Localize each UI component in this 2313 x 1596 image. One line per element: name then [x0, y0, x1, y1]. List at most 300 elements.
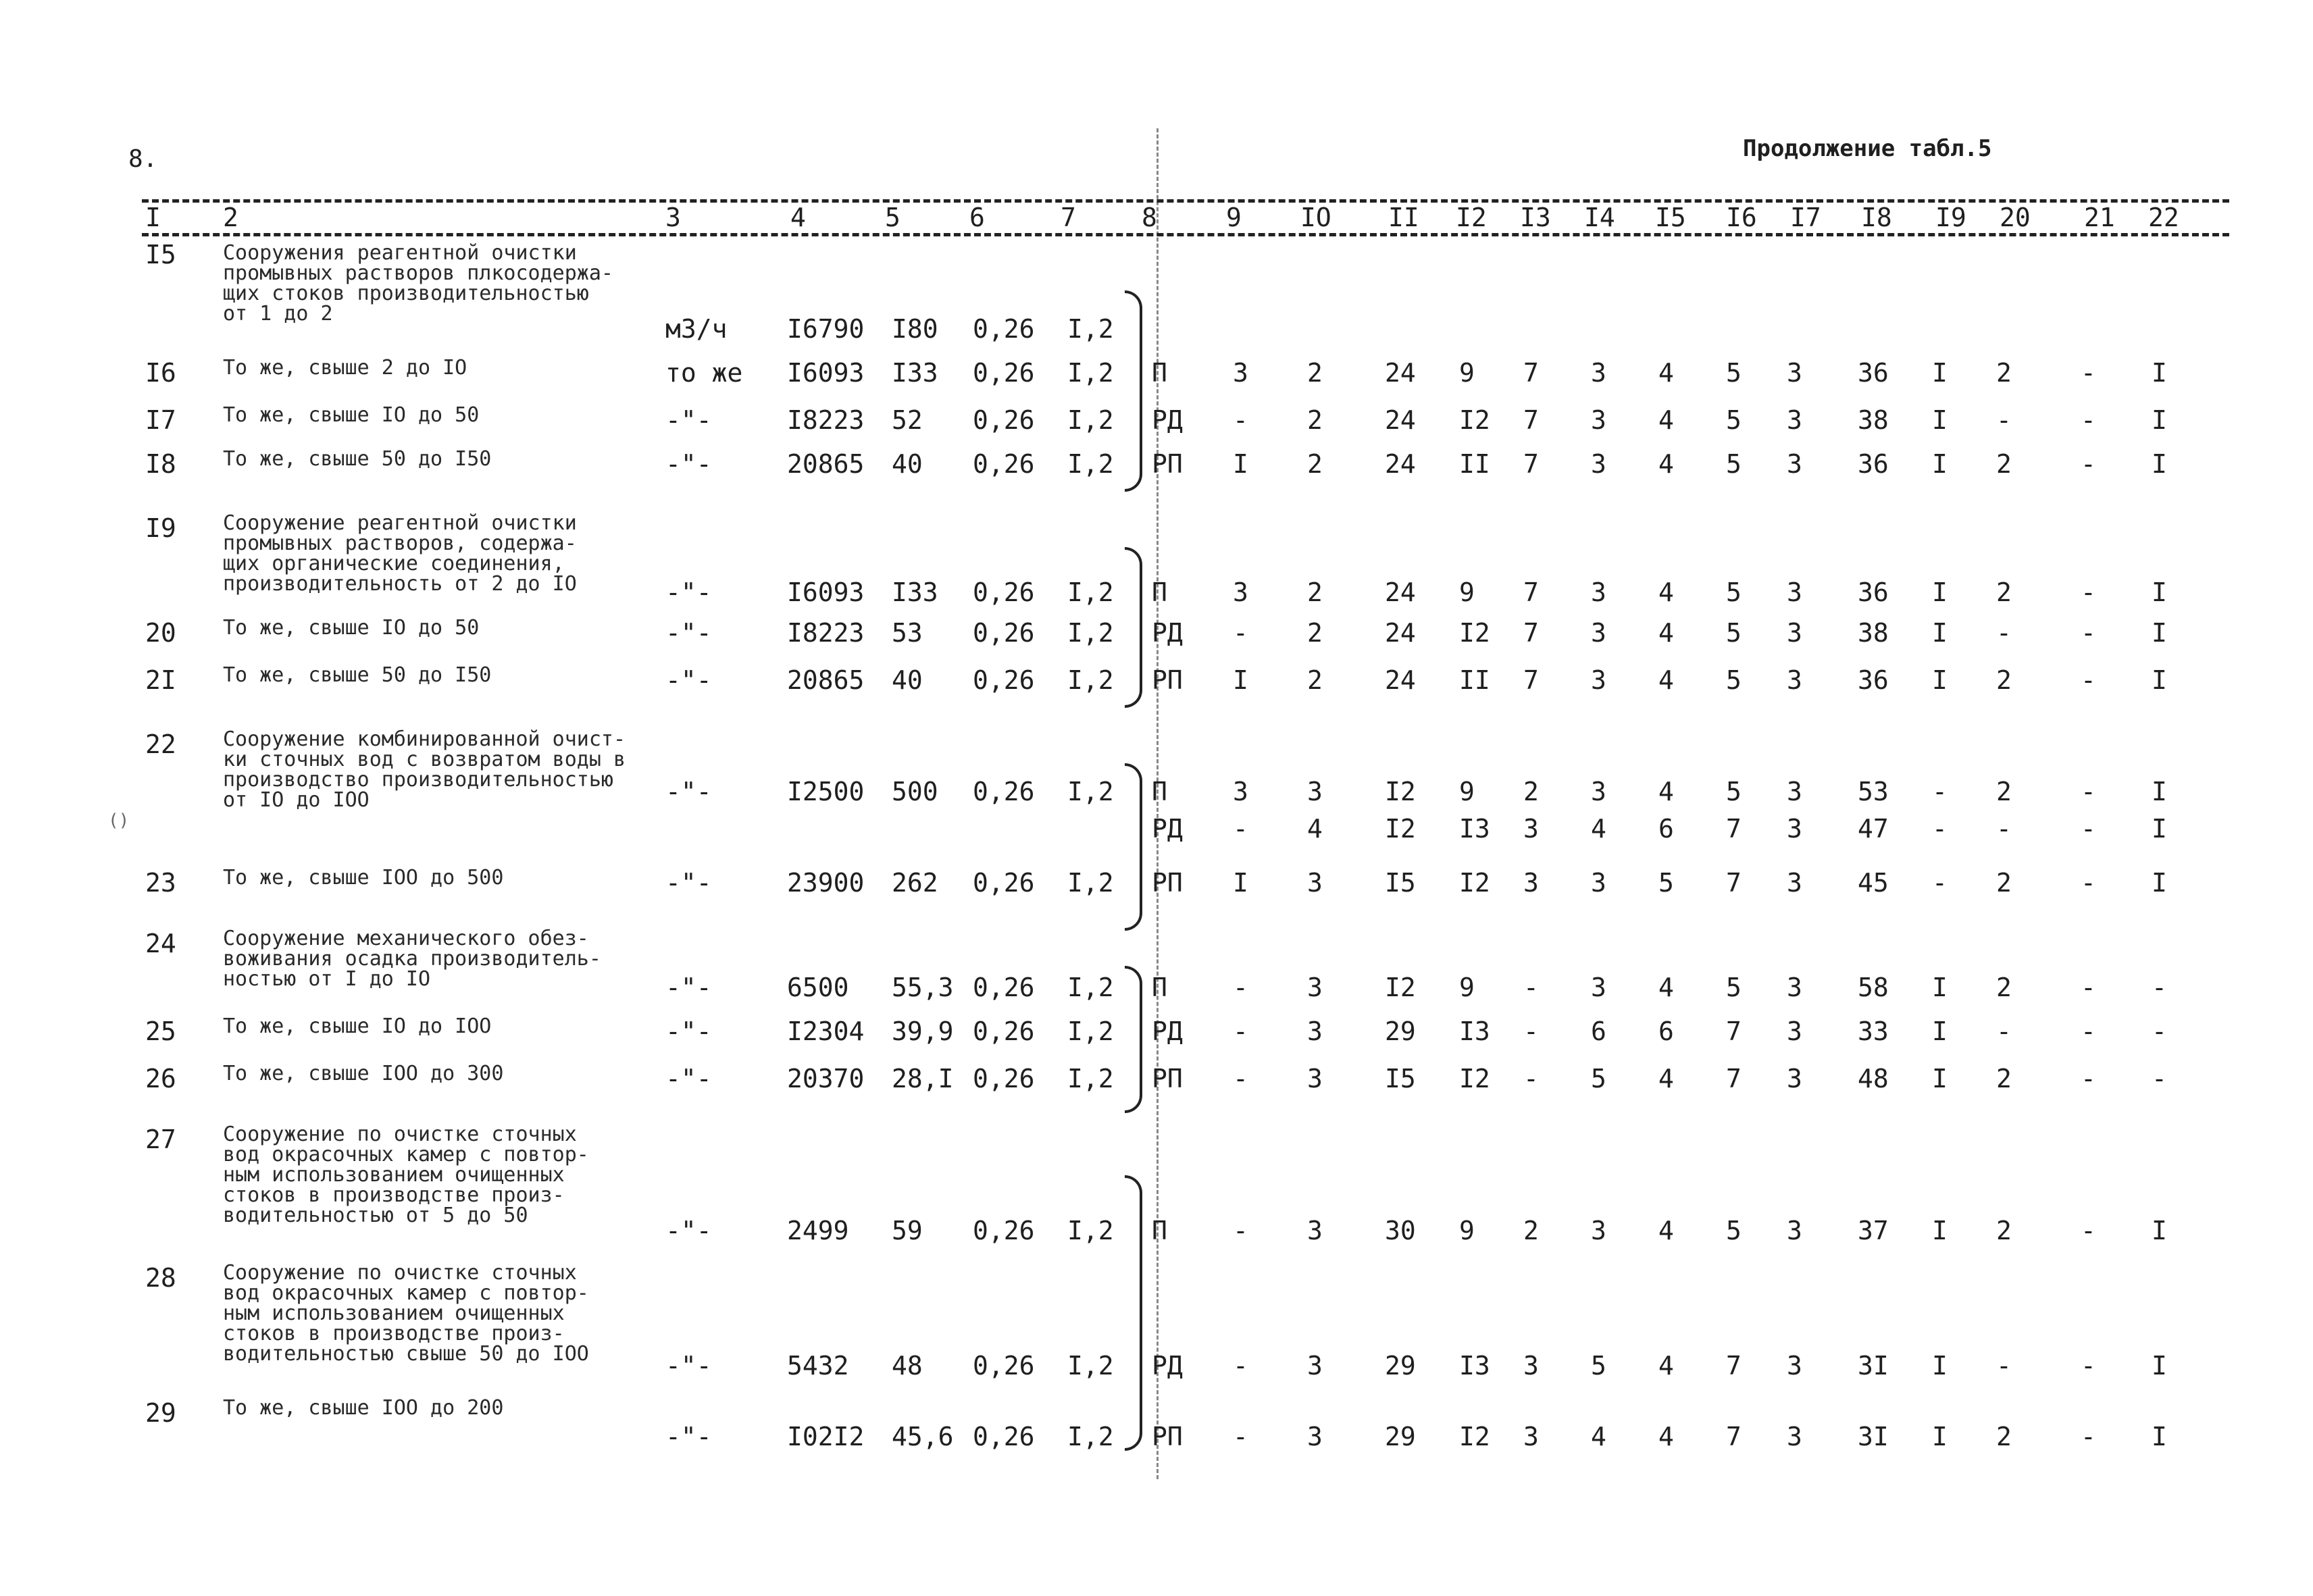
row-description: Сооружение реагентной очистки промывных растворов, содержа- щих органические соединения, производительность от 2 до IO — [223, 511, 577, 596]
cell-c20: 2 — [1996, 577, 2012, 607]
brace-3 — [1125, 763, 1142, 931]
cell-c10: 2 — [1307, 618, 1323, 648]
cell-c11: I2 — [1385, 973, 1416, 1002]
cell-c7: I,2 — [1067, 405, 1114, 435]
header-col-16: I6 — [1726, 203, 1757, 232]
brace-2 — [1125, 547, 1142, 708]
cell-c18: 48 — [1858, 1064, 1889, 1093]
cell-c12: I2 — [1459, 1064, 1490, 1093]
cell-c7: I,2 — [1067, 868, 1114, 898]
cell-c16: 7 — [1726, 814, 1742, 844]
cell-c11: I5 — [1385, 1064, 1416, 1093]
cell-c22: I — [2152, 814, 2167, 844]
cell-c18: 37 — [1858, 1216, 1889, 1245]
cell-c4: 5432 — [787, 1351, 849, 1381]
cell-c11: I2 — [1385, 777, 1416, 806]
cell-c12: 9 — [1459, 1216, 1475, 1245]
row-unit: -"- — [665, 973, 712, 1002]
cell-c7: I,2 — [1067, 358, 1114, 388]
cell-c6: 0,26 — [973, 1064, 1035, 1093]
cell-c15: 4 — [1658, 1216, 1674, 1245]
header-col-13: I3 — [1520, 203, 1551, 232]
cell-c9: I — [1233, 449, 1248, 479]
cell-c19: - — [1932, 814, 1948, 844]
cell-c21: - — [2081, 358, 2096, 388]
row-number: 23 — [145, 868, 176, 898]
cell-c9: - — [1233, 973, 1248, 1002]
cell-c18: 58 — [1858, 973, 1889, 1002]
cell-c20: 2 — [1996, 973, 2012, 1002]
cell-c11: 29 — [1385, 1016, 1416, 1046]
cell-c4: 20370 — [787, 1064, 865, 1093]
cell-c6: 0,26 — [973, 973, 1035, 1002]
cell-c4: I02I2 — [787, 1422, 865, 1451]
cell-c9: 3 — [1233, 777, 1248, 806]
cell-c16: 7 — [1726, 1016, 1742, 1046]
cell-c6: 0,26 — [973, 577, 1035, 607]
cell-c9: - — [1233, 405, 1248, 435]
cell-c4: I8223 — [787, 405, 865, 435]
cell-c10: 2 — [1307, 665, 1323, 695]
cell-c12: 9 — [1459, 777, 1475, 806]
cell-c5: 45,6 — [892, 1422, 954, 1451]
cell-c7: I,2 — [1067, 665, 1114, 695]
cell-c4: 2499 — [787, 1216, 849, 1245]
cell-c19: I — [1932, 577, 1948, 607]
header-col-11: II — [1388, 203, 1419, 232]
cell-c14: 3 — [1591, 358, 1606, 388]
cell-c17: 3 — [1787, 868, 1802, 898]
cell-c17: 3 — [1787, 577, 1802, 607]
row-description: То же, свыше IOO до 500 — [223, 866, 504, 890]
header-col-14: I4 — [1584, 203, 1615, 232]
cell-c9: - — [1233, 618, 1248, 648]
cell-c16: 7 — [1726, 1422, 1742, 1451]
cell-c18: 36 — [1858, 358, 1889, 388]
cell-c22: I — [2152, 358, 2167, 388]
row-number: 28 — [145, 1263, 176, 1293]
cell-c5: 55,3 — [892, 973, 954, 1002]
cell-c10: 3 — [1307, 1216, 1323, 1245]
cell-c20: - — [1996, 1351, 2012, 1381]
row-number: 20 — [145, 618, 176, 648]
margin-note: () — [108, 810, 130, 831]
cell-c19: I — [1932, 665, 1948, 695]
cell-c6: 0,26 — [973, 868, 1035, 898]
cell-c16: 5 — [1726, 973, 1742, 1002]
cell-c17: 3 — [1787, 618, 1802, 648]
cell-c11: 29 — [1385, 1351, 1416, 1381]
header-col-2: 2 — [223, 203, 238, 232]
cell-c16: 5 — [1726, 405, 1742, 435]
brace-1 — [1125, 290, 1142, 492]
cell-c10: 3 — [1307, 1064, 1323, 1093]
row-description: То же, свыше IO до 50 — [223, 616, 480, 640]
cell-c20: - — [1996, 814, 2012, 844]
cell-c11: I5 — [1385, 868, 1416, 898]
cell-c5: 59 — [892, 1216, 923, 1245]
cell-c5: 52 — [892, 405, 923, 435]
row-description: То же, свыше 50 до I50 — [223, 663, 492, 687]
cell-c12: 9 — [1459, 358, 1475, 388]
brace-5 — [1125, 1175, 1142, 1451]
cell-c7: I,2 — [1067, 618, 1114, 648]
row-unit: -"- — [665, 1216, 712, 1245]
cell-c5: I80 — [892, 314, 938, 344]
cell-c15: 4 — [1658, 665, 1674, 695]
cell-c15: 5 — [1658, 868, 1674, 898]
cell-c11: 24 — [1385, 665, 1416, 695]
cell-c21: - — [2081, 449, 2096, 479]
cell-c9: - — [1233, 1422, 1248, 1451]
row-number: 22 — [145, 729, 176, 759]
cell-c15: 4 — [1658, 618, 1674, 648]
cell-c21: - — [2081, 1351, 2096, 1381]
cell-c18: 47 — [1858, 814, 1889, 844]
cell-c22: I — [2152, 665, 2167, 695]
cell-c13: 3 — [1523, 1351, 1539, 1381]
header-col-20: 20 — [2000, 203, 2031, 232]
header-col-18: I8 — [1861, 203, 1892, 232]
cell-c14: 3 — [1591, 1216, 1606, 1245]
row-description: Сооружение комбинированной очист- ки сточных вод с возвратом воды в производство производительностью от IO до IOO — [223, 727, 626, 812]
cell-c8: РП — [1152, 1422, 1183, 1451]
cell-c20: 2 — [1996, 1422, 2012, 1451]
cell-c14: 3 — [1591, 665, 1606, 695]
cell-c13: 3 — [1523, 814, 1539, 844]
cell-c8: РД — [1152, 618, 1183, 648]
cell-c13: 2 — [1523, 1216, 1539, 1245]
cell-c13: 7 — [1523, 449, 1539, 479]
cell-c10: 2 — [1307, 449, 1323, 479]
row-number: I8 — [145, 449, 176, 479]
header-line-top — [142, 199, 2229, 203]
cell-c13: - — [1523, 1064, 1539, 1093]
cell-c9: 3 — [1233, 577, 1248, 607]
cell-c8: П — [1152, 1216, 1167, 1245]
row-unit: м3/ч — [665, 314, 728, 344]
cell-c18: 38 — [1858, 405, 1889, 435]
cell-c19: I — [1932, 973, 1948, 1002]
cell-c7: I,2 — [1067, 1064, 1114, 1093]
cell-c17: 3 — [1787, 973, 1802, 1002]
cell-c21: - — [2081, 777, 2096, 806]
cell-c12: I2 — [1459, 1422, 1490, 1451]
cell-c11: 24 — [1385, 405, 1416, 435]
cell-c10: 2 — [1307, 577, 1323, 607]
cell-c20: 2 — [1996, 868, 2012, 898]
cell-c10: 3 — [1307, 1422, 1323, 1451]
cell-c7: I,2 — [1067, 973, 1114, 1002]
cell-c18: 38 — [1858, 618, 1889, 648]
cell-c7: I,2 — [1067, 777, 1114, 806]
cell-c17: 3 — [1787, 405, 1802, 435]
cell-c20: - — [1996, 618, 2012, 648]
cell-c11: 24 — [1385, 358, 1416, 388]
row-number: 25 — [145, 1016, 176, 1046]
header-line-bottom — [142, 233, 2229, 236]
cell-c19: - — [1932, 777, 1948, 806]
cell-c6: 0,26 — [973, 618, 1035, 648]
cell-c8: П — [1152, 577, 1167, 607]
row-unit: -"- — [665, 665, 712, 695]
cell-c10: 2 — [1307, 405, 1323, 435]
cell-c17: 3 — [1787, 814, 1802, 844]
cell-c8: П — [1152, 358, 1167, 388]
cell-c19: I — [1932, 1064, 1948, 1093]
cell-c17: 3 — [1787, 1351, 1802, 1381]
cell-c5: 28,I — [892, 1064, 954, 1093]
cell-c21: - — [2081, 1422, 2096, 1451]
cell-c9: - — [1233, 814, 1248, 844]
cell-c16: 5 — [1726, 577, 1742, 607]
row-unit: -"- — [665, 1016, 712, 1046]
cell-c15: 6 — [1658, 1016, 1674, 1046]
cell-c15: 4 — [1658, 1422, 1674, 1451]
cell-c21: - — [2081, 1216, 2096, 1245]
cell-c8: РД — [1152, 1351, 1183, 1381]
cell-c19: I — [1932, 1016, 1948, 1046]
cell-c20: - — [1996, 405, 2012, 435]
cell-c13: 7 — [1523, 665, 1539, 695]
header-col-8: 8 — [1142, 203, 1157, 232]
cell-c14: 5 — [1591, 1064, 1606, 1093]
cell-c15: 4 — [1658, 405, 1674, 435]
cell-c13: 7 — [1523, 358, 1539, 388]
header-col-9: 9 — [1226, 203, 1242, 232]
cell-c16: 5 — [1726, 449, 1742, 479]
cell-c8: РП — [1152, 449, 1183, 479]
cell-c16: 5 — [1726, 358, 1742, 388]
row-unit: -"- — [665, 1064, 712, 1093]
cell-c14: 4 — [1591, 1422, 1606, 1451]
cell-c22: I — [2152, 405, 2167, 435]
cell-c13: 2 — [1523, 777, 1539, 806]
cell-c15: 4 — [1658, 449, 1674, 479]
cell-c7: I,2 — [1067, 1351, 1114, 1381]
cell-c18: 45 — [1858, 868, 1889, 898]
cell-c5: 262 — [892, 868, 938, 898]
cell-c14: 4 — [1591, 814, 1606, 844]
cell-c11: I2 — [1385, 814, 1416, 844]
cell-c7: I,2 — [1067, 1016, 1114, 1046]
cell-c14: 3 — [1591, 973, 1606, 1002]
cell-c16: 7 — [1726, 1351, 1742, 1381]
cell-c17: 3 — [1787, 1064, 1802, 1093]
cell-c10: 4 — [1307, 814, 1323, 844]
cell-c12: II — [1459, 665, 1490, 695]
cell-c9: I — [1233, 665, 1248, 695]
cell-c6: 0,26 — [973, 777, 1035, 806]
cell-c5: 40 — [892, 665, 923, 695]
cell-c21: - — [2081, 1064, 2096, 1093]
row-description: Сооружение по очистке сточных вод окрасочных камер с повтор- ным использованием очищенных стоков в производстве произ- водительностью от 5 до 50 — [223, 1123, 589, 1227]
cell-c4: 23900 — [787, 868, 865, 898]
cell-c8: РП — [1152, 868, 1183, 898]
cell-c21: - — [2081, 405, 2096, 435]
header-col-12: I2 — [1456, 203, 1487, 232]
cell-c21: - — [2081, 618, 2096, 648]
cell-c4: I6790 — [787, 314, 865, 344]
cell-c19: I — [1932, 1216, 1948, 1245]
cell-c21: - — [2081, 868, 2096, 898]
cell-c16: 5 — [1726, 665, 1742, 695]
cell-c6: 0,26 — [973, 405, 1035, 435]
cell-c17: 3 — [1787, 1216, 1802, 1245]
cell-c8: РД — [1152, 405, 1183, 435]
cell-c13: 7 — [1523, 577, 1539, 607]
cell-c13: 3 — [1523, 868, 1539, 898]
header-col-5: 5 — [885, 203, 900, 232]
cell-c6: 0,26 — [973, 358, 1035, 388]
cell-c10: 3 — [1307, 868, 1323, 898]
cell-c18: 3I — [1858, 1351, 1889, 1381]
cell-c10: 3 — [1307, 777, 1323, 806]
cell-c20: 2 — [1996, 665, 2012, 695]
row-number: I6 — [145, 358, 176, 388]
cell-c13: - — [1523, 1016, 1539, 1046]
row-number: 2I — [145, 665, 176, 695]
cell-c21: - — [2081, 577, 2096, 607]
cell-c12: I3 — [1459, 1016, 1490, 1046]
cell-c21: - — [2081, 814, 2096, 844]
cell-c6: 0,26 — [973, 1351, 1035, 1381]
row-unit: -"- — [665, 405, 712, 435]
cell-c9: - — [1233, 1351, 1248, 1381]
cell-c5: 39,9 — [892, 1016, 954, 1046]
row-number: 24 — [145, 929, 176, 958]
cell-c8: П — [1152, 777, 1167, 806]
cell-c11: 30 — [1385, 1216, 1416, 1245]
row-unit: -"- — [665, 1422, 712, 1451]
cell-c12: I3 — [1459, 1351, 1490, 1381]
header-col-6: 6 — [969, 203, 985, 232]
header-col-4: 4 — [790, 203, 806, 232]
header-col-3: 3 — [665, 203, 681, 232]
cell-c7: I,2 — [1067, 1216, 1114, 1245]
cell-c22: - — [2152, 1064, 2167, 1093]
cell-c5: 48 — [892, 1351, 923, 1381]
cell-c18: 53 — [1858, 777, 1889, 806]
cell-c20: 2 — [1996, 1216, 2012, 1245]
cell-c9: 3 — [1233, 358, 1248, 388]
cell-c6: 0,26 — [973, 1016, 1035, 1046]
cell-c12: I2 — [1459, 618, 1490, 648]
header-col-7: 7 — [1061, 203, 1076, 232]
cell-c4: I2304 — [787, 1016, 865, 1046]
cell-c19: I — [1932, 449, 1948, 479]
cell-c11: 29 — [1385, 1422, 1416, 1451]
cell-c13: 3 — [1523, 1422, 1539, 1451]
cell-c15: 6 — [1658, 814, 1674, 844]
row-unit: -"- — [665, 618, 712, 648]
cell-c22: I — [2152, 1351, 2167, 1381]
row-description: Сооружение по очистке сточных вод окрасочных камер с повтор- ным использованием очищенных стоков в производстве произ- водительностью свыше 50 до IOO — [223, 1261, 589, 1366]
cell-c8: РД — [1152, 1016, 1183, 1046]
cell-c14: 3 — [1591, 577, 1606, 607]
cell-c4: I8223 — [787, 618, 865, 648]
cell-c22: I — [2152, 868, 2167, 898]
cell-c14: 3 — [1591, 405, 1606, 435]
cell-c6: 0,26 — [973, 665, 1035, 695]
cell-c8: П — [1152, 973, 1167, 1002]
cell-c8: РП — [1152, 665, 1183, 695]
cell-c17: 3 — [1787, 1422, 1802, 1451]
header-col-10: IO — [1300, 203, 1331, 232]
cell-c14: 5 — [1591, 1351, 1606, 1381]
header-col-17: I7 — [1790, 203, 1821, 232]
cell-c6: 0,26 — [973, 1216, 1035, 1245]
cell-c18: 36 — [1858, 449, 1889, 479]
cell-c15: 4 — [1658, 1064, 1674, 1093]
header-col-19: I9 — [1935, 203, 1966, 232]
cell-c22: I — [2152, 1422, 2167, 1451]
row-description: Сооружение механического обез- воживания осадка производитель- ностью от I до IO — [223, 927, 601, 991]
cell-c22: I — [2152, 618, 2167, 648]
cell-c6: 0,26 — [973, 449, 1035, 479]
cell-c4: 20865 — [787, 665, 865, 695]
cell-c17: 3 — [1787, 665, 1802, 695]
row-unit: то же — [665, 358, 743, 388]
cell-c5: 500 — [892, 777, 938, 806]
row-description: То же, свыше IOO до 300 — [223, 1062, 504, 1085]
cell-c16: 7 — [1726, 868, 1742, 898]
cell-c12: II — [1459, 449, 1490, 479]
row-description: То же, свыше IO до IOO — [223, 1014, 492, 1038]
cell-c21: - — [2081, 665, 2096, 695]
row-description: То же, свыше IOO до 200 — [223, 1396, 504, 1420]
cell-c14: 3 — [1591, 449, 1606, 479]
row-unit: -"- — [665, 577, 712, 607]
cell-c20: 2 — [1996, 358, 2012, 388]
row-number: I7 — [145, 405, 176, 435]
cell-c4: I6093 — [787, 358, 865, 388]
row-number: 26 — [145, 1064, 176, 1093]
cell-c10: 3 — [1307, 1016, 1323, 1046]
cell-c17: 3 — [1787, 1016, 1802, 1046]
cell-c20: 2 — [1996, 1064, 2012, 1093]
cell-c13: 7 — [1523, 405, 1539, 435]
cell-c20: - — [1996, 1016, 2012, 1046]
header-col-1: I — [145, 203, 161, 232]
cell-c15: 4 — [1658, 1351, 1674, 1381]
cell-c4: I2500 — [787, 777, 865, 806]
cell-c22: I — [2152, 577, 2167, 607]
cell-c9: - — [1233, 1064, 1248, 1093]
cell-c21: - — [2081, 973, 2096, 1002]
cell-c19: - — [1932, 868, 1948, 898]
cell-c10: 3 — [1307, 973, 1323, 1002]
cell-c7: I,2 — [1067, 314, 1114, 344]
brace-4 — [1125, 966, 1142, 1113]
cell-c15: 4 — [1658, 577, 1674, 607]
cell-c11: 24 — [1385, 577, 1416, 607]
cell-c10: 2 — [1307, 358, 1323, 388]
cell-c16: 5 — [1726, 618, 1742, 648]
row-unit: -"- — [665, 777, 712, 806]
header-col-15: I5 — [1655, 203, 1686, 232]
cell-c12: 9 — [1459, 577, 1475, 607]
row-unit: -"- — [665, 868, 712, 898]
cell-c12: I2 — [1459, 868, 1490, 898]
cell-c14: 6 — [1591, 1016, 1606, 1046]
cell-c13: 7 — [1523, 618, 1539, 648]
cell-c22: - — [2152, 1016, 2167, 1046]
cell-c22: I — [2152, 777, 2167, 806]
row-number: I5 — [145, 240, 176, 269]
cell-c4: 6500 — [787, 973, 849, 1002]
cell-c14: 3 — [1591, 618, 1606, 648]
